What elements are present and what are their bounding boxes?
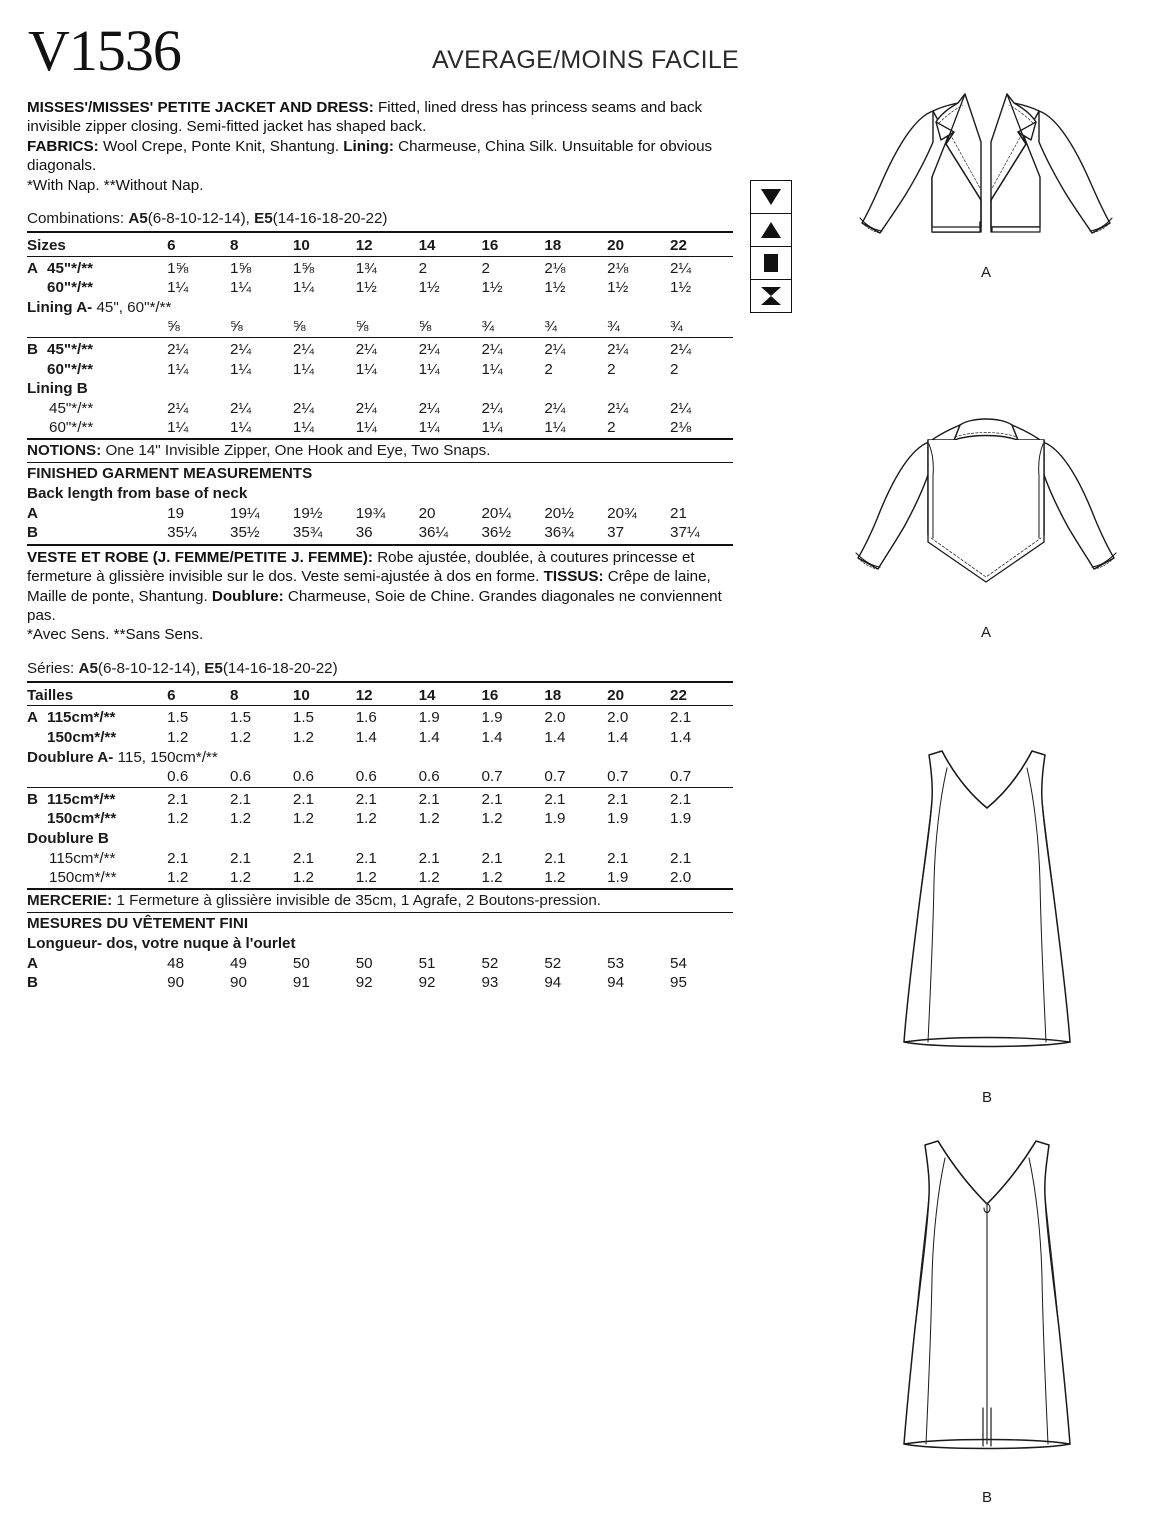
- yardage-cell: 1¼: [355, 360, 377, 378]
- yardage-cell: 1¼: [230, 360, 252, 378]
- yardage-cell: 2.1: [355, 790, 377, 808]
- measurement-cell: 48: [167, 954, 185, 972]
- table-row: [27, 868, 733, 888]
- table-row: [27, 790, 733, 810]
- measurement-cell: 36: [355, 524, 373, 542]
- lining-b-header-row: [27, 379, 733, 399]
- measurement-cell: 35¼: [167, 524, 197, 542]
- yardage-cell: 1.4: [544, 729, 566, 747]
- yardage-cell: 1.9: [670, 810, 692, 828]
- measurement-cell: 35½: [230, 524, 260, 542]
- yardage-cell: ⅝: [292, 318, 306, 336]
- size-header: 20: [607, 686, 625, 704]
- measurement-cell: 19¾: [355, 504, 386, 522]
- yardage-cell: 2¼: [230, 341, 252, 358]
- fabric-width: 115cm*/**: [47, 709, 116, 727]
- yardage-cell: 1½: [607, 279, 629, 297]
- measurement-cell: 50: [292, 954, 310, 972]
- yardage-cell: 2.1: [544, 790, 566, 808]
- table-row: [27, 278, 733, 298]
- yardage-cell: 1.2: [292, 729, 314, 747]
- measurement-cell: 95: [670, 974, 687, 992]
- fgm-subtitle: Longueur- dos, votre nuque à l'ourlet: [27, 934, 296, 952]
- table-row: [27, 973, 733, 993]
- yardage-cell: 0.6: [418, 768, 440, 786]
- fabric-width: 45"*/**: [47, 259, 94, 277]
- lining-b-header: Lining B: [27, 380, 88, 398]
- yardage-cell: 2.1: [607, 849, 629, 867]
- yardage-cell: 0.7: [607, 768, 629, 786]
- hourglass-icon: [751, 280, 791, 312]
- view-letter: B: [27, 790, 38, 808]
- yardage-cell: 1¾: [355, 259, 377, 277]
- table-row: [27, 418, 733, 438]
- yardage-cell: 1¼: [481, 419, 503, 437]
- yardage-cell: 1¼: [481, 360, 503, 378]
- illustration-label: B: [981, 1089, 992, 1106]
- yardage-cell: 2¼: [355, 341, 377, 358]
- yardage-cell: 1⅝: [292, 259, 314, 277]
- row-label: [27, 340, 167, 360]
- measurement-cell: 90: [167, 974, 185, 992]
- size-header: 10: [292, 686, 310, 704]
- yardage-cell: 2.0: [544, 709, 566, 727]
- illustration-dress-back: [872, 1132, 1102, 1506]
- illustration-label: B: [981, 1489, 992, 1506]
- measurement-cell: 54: [670, 954, 687, 972]
- yardage-cell: 1.2: [418, 810, 440, 828]
- row-label: [27, 728, 167, 748]
- yardage-cell: 1½: [670, 279, 692, 297]
- illustration-label: A: [980, 264, 991, 281]
- french-description: VESTE ET ROBE (J. FEMME/PETITE J. FEMME): Robe ajustée, doublée, à coutures princesse et fermeture à glissière invisible sur le dos. Veste semi-ajustée à dos en forme. TISSUS: Crêpe de laine, Maille de ponte, Shantung. Doublure: Charmeuse, Soie de Chine. Grandes diagonales ne conviennent pas. *Avec Sens. **Sans Sens.: [27, 548, 722, 644]
- measurement-cell: 90: [230, 974, 247, 992]
- view-letter: B: [27, 524, 38, 542]
- english-description: MISSES'/MISSES' PETITE JACKET AND DRESS: Fitted, lined dress has princess seams and back invisible zipper closing. Semi-fitted jacket has shaped back. FABRICS: Wool Crepe, Ponte Knit, Shantung. Lining: Charmeuse, China Silk. Unsuitable for obvious diagonals. *With Nap. **Without Nap.: [27, 99, 713, 194]
- french-yardage-table: [27, 681, 733, 888]
- measurement-cell: 37¼: [670, 524, 700, 542]
- measurement-cell: 19: [167, 504, 185, 522]
- square-filled-icon: [751, 247, 791, 280]
- yardage-cell: 1.2: [544, 869, 566, 887]
- yardage-cell: 2.0: [670, 869, 692, 887]
- size-header: 22: [670, 237, 687, 255]
- yardage-cell: 2.1: [670, 849, 692, 867]
- fabric-width: 45"*/**: [47, 341, 94, 358]
- difficulty-symbol-box: [750, 180, 792, 313]
- yardage-cell: 2.1: [544, 849, 566, 867]
- size-header: 18: [544, 237, 562, 255]
- yardage-cell: 0.6: [230, 768, 252, 786]
- view-letter: B: [27, 341, 38, 358]
- size-header: 10: [292, 237, 310, 255]
- yardage-cell: 2¼: [544, 341, 566, 358]
- table-row: [27, 849, 733, 869]
- yardage-cell: ⅝: [355, 318, 369, 336]
- yardage-cell: 1.9: [607, 810, 629, 828]
- table-row: [27, 340, 733, 360]
- measurement-cell: 21: [670, 504, 687, 522]
- english-fgm-table: [27, 504, 733, 543]
- yardage-cell: 2.0: [607, 709, 629, 727]
- yardage-cell: 1.2: [355, 810, 377, 828]
- measurement-cell: 52: [544, 954, 562, 972]
- yardage-cell: 2¼: [544, 399, 566, 417]
- yardage-cell: 1.6: [355, 709, 377, 727]
- yardage-cell: 1¼: [292, 360, 314, 378]
- yardage-cell: 2¼: [418, 341, 440, 358]
- yardage-cell: 1⅝: [230, 259, 252, 277]
- yardage-cell: 2.1: [230, 790, 252, 808]
- yardage-cell: 1¼: [544, 419, 566, 437]
- measurement-cell: 94: [607, 974, 625, 992]
- yardage-cell: 2.1: [292, 790, 314, 808]
- table-row: [27, 708, 733, 728]
- view-letter: A: [27, 259, 38, 277]
- yardage-cell: 0.7: [670, 768, 692, 786]
- fabric-width: 60"*/**: [49, 419, 94, 437]
- table-row: [27, 317, 733, 337]
- yardage-cell: 1.4: [418, 729, 440, 747]
- yardage-cell: ¾: [481, 318, 495, 336]
- size-header: 22: [670, 686, 687, 704]
- measurement-cell: 20¼: [481, 504, 512, 522]
- yardage-cell: 2⅛: [670, 419, 692, 437]
- table-row: [27, 728, 733, 748]
- yardage-cell: 1.2: [230, 729, 252, 747]
- size-header: 18: [544, 686, 562, 704]
- yardage-cell: 1¼: [292, 279, 314, 297]
- yardage-cell: 2: [607, 360, 616, 378]
- yardage-cell: ⅝: [167, 318, 180, 336]
- measurement-cell: 50: [355, 954, 373, 972]
- yardage-cell: 2¼: [418, 399, 440, 417]
- yardage-cell: 1.9: [544, 810, 566, 828]
- doublure-a-header: Doublure A- 115, 150cm*/**: [27, 748, 218, 766]
- measurement-cell: 91: [292, 974, 310, 992]
- table-row: [27, 259, 733, 279]
- yardage-cell: 2.1: [292, 849, 314, 867]
- row-label: [27, 317, 167, 337]
- triangle-down-icon: [751, 181, 791, 214]
- yardage-cell: 1.2: [167, 810, 189, 828]
- yardage-cell: 2¼: [670, 399, 692, 417]
- yardage-cell: 1.5: [292, 709, 314, 727]
- measurement-cell: 19¼: [230, 504, 260, 522]
- yardage-cell: 2¼: [292, 341, 314, 358]
- size-header: 14: [418, 237, 436, 255]
- fgm-subtitle: Back length from base of neck: [27, 485, 248, 503]
- lining-a-header-row: [27, 298, 733, 318]
- yardage-cell: 2.1: [230, 849, 252, 867]
- fabric-width: 45"*/**: [49, 399, 94, 417]
- yardage-cell: 2.1: [670, 790, 692, 808]
- yardage-cell: 0.6: [355, 768, 377, 786]
- yardage-cell: 1¼: [418, 419, 440, 437]
- size-header: 8: [230, 686, 239, 704]
- yardage-cell: 2⅛: [607, 259, 629, 277]
- size-header: 12: [355, 237, 373, 255]
- yardage-cell: 1½: [355, 279, 377, 297]
- measurement-cell: 92: [418, 974, 436, 992]
- yardage-cell: 1.2: [167, 729, 189, 747]
- yardage-cell: 1.2: [292, 869, 314, 887]
- yardage-cell: 1¼: [167, 419, 189, 437]
- yardage-cell: 1.2: [355, 869, 377, 887]
- yardage-cell: 2.1: [607, 790, 629, 808]
- yardage-cell: 2¼: [670, 259, 692, 277]
- yardage-cell: 0.6: [167, 768, 189, 786]
- size-header: 12: [355, 686, 373, 704]
- yardage-cell: 1.2: [230, 869, 252, 887]
- yardage-cell: 2: [670, 360, 679, 378]
- difficulty-level: AVERAGE/MOINS FACILE: [432, 46, 740, 74]
- yardage-cell: 1.2: [481, 869, 503, 887]
- size-header: 14: [418, 686, 436, 704]
- measurement-cell: 94: [544, 974, 562, 992]
- fgm-title: FINISHED GARMENT MEASUREMENTS: [27, 465, 313, 483]
- english-finished-measurements: [27, 463, 733, 545]
- yardage-cell: 1¼: [167, 279, 189, 297]
- measurement-cell: 36¼: [418, 524, 449, 542]
- fabric-width: 60"*/**: [47, 279, 94, 297]
- table-row: [27, 523, 733, 543]
- english-combinations: Combinations: A5(6-8-10-12-14), E5(14-16-18-20-22): [27, 210, 388, 228]
- french-fgm-table: [27, 954, 733, 993]
- measurement-cell: 20½: [544, 504, 574, 522]
- table-row: [27, 954, 733, 974]
- triangle-up-icon: [751, 214, 791, 247]
- yardage-cell: 1.2: [167, 869, 189, 887]
- illustration-dress-front: [872, 742, 1102, 1106]
- yardage-cell: ⅝: [230, 318, 243, 336]
- yardage-cell: 2.1: [355, 849, 377, 867]
- yardage-cell: 1¼: [292, 419, 314, 437]
- illustration-label: A: [980, 624, 991, 641]
- yardage-cell: 1.2: [292, 810, 314, 828]
- yardage-cell: 1.5: [167, 709, 189, 727]
- yardage-cell: 1.2: [481, 810, 503, 828]
- yardage-cell: 2.1: [418, 790, 440, 808]
- yardage-cell: 1¼: [355, 419, 377, 437]
- yardage-cell: 2.1: [418, 849, 440, 867]
- yardage-cell: 2: [418, 259, 428, 277]
- yardage-cell: 0.7: [481, 768, 503, 786]
- illustration-jacket-front: [836, 82, 1136, 281]
- lining-a-header: Lining A- 45", 60"*/**: [27, 298, 172, 316]
- size-header: 16: [481, 237, 499, 255]
- row-label: [27, 708, 167, 728]
- table-row: [27, 767, 733, 787]
- measurement-cell: 92: [355, 974, 373, 992]
- yardage-cell: ¾: [607, 318, 620, 336]
- yardage-cell: ¾: [544, 318, 557, 336]
- measurement-cell: 51: [418, 954, 436, 972]
- specification-column: [27, 98, 733, 993]
- measurement-cell: 93: [481, 974, 499, 992]
- yardage-cell: 2¼: [607, 399, 629, 417]
- measurement-cell: 19½: [292, 504, 323, 522]
- table-header-row: [27, 236, 733, 256]
- measurement-cell: 53: [607, 954, 625, 972]
- measurement-cell: 37: [607, 524, 625, 542]
- size-header: 20: [607, 237, 625, 255]
- measurement-cell: 49: [230, 954, 247, 972]
- yardage-cell: 2¼: [167, 341, 189, 358]
- row-label: [27, 790, 167, 810]
- yardage-cell: 1.4: [607, 729, 629, 747]
- yardage-cell: 2.1: [167, 849, 189, 867]
- yardage-cell: 2.1: [481, 849, 503, 867]
- sizes-label: Sizes: [27, 237, 66, 255]
- yardage-cell: 2: [481, 259, 490, 277]
- measurement-cell: 36½: [481, 524, 512, 542]
- size-header: 6: [167, 686, 176, 704]
- pattern-number: V1536: [28, 18, 181, 83]
- doublure-b-header-row: [27, 829, 733, 849]
- yardage-cell: 2¼: [167, 399, 189, 417]
- yardage-cell: 1.4: [355, 729, 377, 747]
- table-row: [27, 504, 733, 524]
- yardage-cell: 1.2: [230, 810, 252, 828]
- doublure-a-header-row: [27, 748, 733, 768]
- yardage-cell: 1.2: [418, 869, 440, 887]
- yardage-cell: 2: [607, 419, 616, 437]
- fabric-width: 150cm*/**: [47, 810, 117, 828]
- fabric-width: 115cm*/**: [47, 790, 116, 808]
- fabric-width: 115cm*/**: [49, 849, 116, 867]
- tailles-label: Tailles: [27, 686, 74, 704]
- yardage-cell: 2¼: [230, 399, 252, 417]
- yardage-cell: 2¼: [292, 399, 314, 417]
- yardage-cell: 1¼: [418, 360, 440, 378]
- yardage-cell: 1.9: [418, 709, 440, 727]
- yardage-cell: ⅝: [418, 318, 432, 336]
- table-row: [27, 360, 733, 380]
- yardage-cell: 1¼: [230, 419, 252, 437]
- table-row: [27, 399, 733, 419]
- fabric-width: 150cm*/**: [49, 869, 117, 887]
- yardage-cell: ¾: [670, 318, 683, 336]
- yardage-cell: 1.9: [607, 869, 629, 887]
- english-yardage-table: [27, 231, 733, 438]
- yardage-cell: 2¼: [355, 399, 377, 417]
- fabric-width: 60"*/**: [47, 360, 94, 378]
- yardage-cell: 1.9: [481, 709, 503, 727]
- doublure-b-header: Doublure B: [27, 830, 109, 848]
- row-label: [27, 278, 167, 298]
- french-series: Séries: A5(6-8-10-12-14), E5(14-16-18-20-22): [27, 659, 338, 677]
- yardage-cell: 2: [544, 360, 553, 378]
- table-header-row: [27, 686, 733, 706]
- yardage-cell: 1⅝: [167, 259, 189, 277]
- yardage-cell: 2¼: [481, 341, 503, 358]
- yardage-cell: 2.1: [670, 709, 692, 727]
- french-notions: MERCERIE: 1 Fermeture à glissière invisible de 35cm, 1 Agrafe, 2 Boutons-pression.: [27, 888, 733, 914]
- view-letter: A: [27, 504, 38, 522]
- measurement-cell: 52: [481, 954, 499, 972]
- yardage-cell: 0.6: [292, 768, 314, 786]
- yardage-cell: 2¼: [670, 341, 692, 358]
- french-finished-measurements: [27, 913, 733, 992]
- yardage-cell: 2¼: [607, 341, 629, 358]
- yardage-cell: 2.1: [167, 790, 189, 808]
- row-label: [27, 767, 167, 787]
- view-letter: A: [27, 954, 38, 972]
- yardage-cell: 1½: [481, 279, 503, 297]
- yardage-cell: 1½: [418, 279, 440, 297]
- yardage-cell: 1.4: [670, 729, 692, 747]
- row-label: [27, 259, 167, 279]
- yardage-cell: 1½: [544, 279, 566, 297]
- yardage-cell: 2⅛: [544, 259, 566, 277]
- illustration-jacket-back: [836, 392, 1136, 641]
- size-header: 16: [481, 686, 499, 704]
- measurement-cell: 20¾: [607, 504, 637, 522]
- measurement-cell: 36¾: [544, 524, 574, 542]
- yardage-cell: 1¼: [167, 360, 189, 378]
- view-letter: A: [27, 709, 38, 727]
- fgm-title: MESURES DU VÊTEMENT FINI: [27, 915, 249, 933]
- view-letter: B: [27, 974, 38, 992]
- table-row: [27, 809, 733, 829]
- yardage-cell: 1.5: [230, 709, 252, 727]
- measurement-cell: 20: [418, 504, 436, 522]
- yardage-cell: 1.4: [481, 729, 503, 747]
- fabric-width: 150cm*/**: [47, 729, 117, 747]
- size-header: 6: [167, 237, 176, 255]
- row-label: [27, 809, 167, 829]
- yardage-cell: 2.1: [481, 790, 503, 808]
- english-notions: NOTIONS: One 14" Invisible Zipper, One Hook and Eye, Two Snaps.: [27, 438, 733, 464]
- row-label: [27, 360, 167, 380]
- measurement-cell: 35¾: [292, 524, 323, 542]
- yardage-cell: 2¼: [481, 399, 503, 417]
- yardage-cell: 0.7: [544, 768, 566, 786]
- size-header: 8: [230, 237, 239, 255]
- yardage-cell: 1¼: [230, 279, 252, 297]
